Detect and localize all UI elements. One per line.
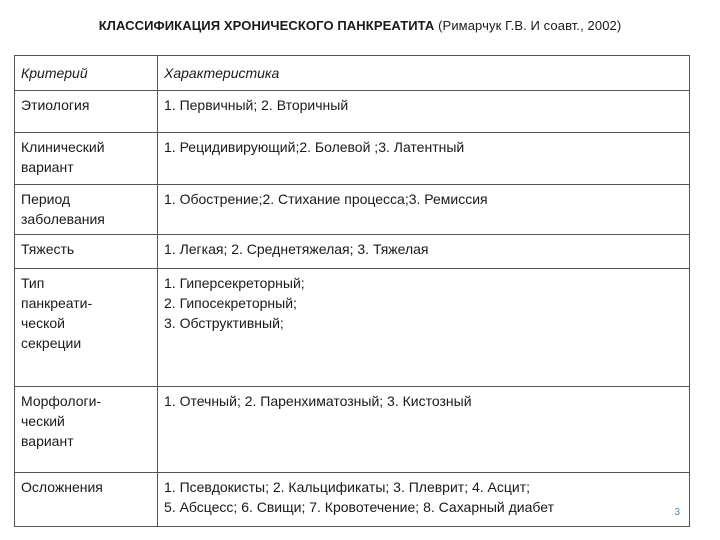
characteristic-text: 1. Псевдокисты; 2. Кальцификаты; 3. Плеврит; 4. Асцит;	[164, 479, 531, 495]
characteristic-cell	[158, 235, 690, 269]
slide-title	[0, 18, 720, 33]
criterion-cell	[15, 269, 158, 387]
characteristic-text: 1. Обострение;2. Стихание процесса;3. Ремиссия	[164, 191, 488, 207]
characteristic-text: 1. Отечный; 2. Паренхиматозный; 3. Кистозный	[164, 393, 472, 409]
criterion-text: ческой	[21, 315, 65, 331]
classification-table	[14, 55, 690, 527]
table-row	[15, 387, 690, 473]
criterion-text: Осложнения	[21, 479, 103, 495]
table-row	[15, 269, 690, 387]
criterion-text: Тип	[21, 275, 45, 291]
criterion-text: Этиология	[21, 97, 90, 113]
characteristic-text: 2. Гипосекреторный;	[164, 295, 297, 311]
title-reference: (Римарчук Г.В. И соавт., 2002)	[438, 18, 622, 33]
criterion-text: Период	[21, 191, 71, 207]
characteristic-text: 3. Обструктивный;	[164, 315, 284, 331]
criterion-text: секреции	[21, 335, 82, 351]
characteristic-cell	[158, 133, 690, 185]
table-row	[15, 185, 690, 235]
table-body	[15, 91, 690, 527]
criterion-cell	[15, 133, 158, 185]
characteristic-text: 1. Легкая; 2. Среднетяжелая; 3. Тяжелая	[164, 241, 429, 257]
characteristic-text: 1. Первичный; 2. Вторичный	[164, 97, 349, 113]
characteristic-text: 1. Гиперсекреторный;	[164, 275, 305, 291]
table-row	[15, 133, 690, 185]
criterion-text: Тяжесть	[21, 241, 75, 257]
criterion-text: Клинический	[21, 139, 105, 155]
criterion-text: вариант	[21, 433, 74, 449]
criterion-cell	[15, 185, 158, 235]
criterion-text: панкреати-	[21, 295, 93, 311]
criterion-cell	[15, 473, 158, 527]
characteristic-cell	[158, 91, 690, 133]
criterion-text: ческий	[21, 413, 65, 429]
page-number: 3	[674, 507, 680, 518]
header-characteristic: Характеристика	[158, 56, 690, 91]
table-row	[15, 235, 690, 269]
characteristic-text: 5. Абсцесс; 6. Свищи; 7. Кровотечение; 8. Сахарный диабет	[164, 499, 554, 515]
criterion-cell	[15, 387, 158, 473]
criterion-text: заболевания	[21, 211, 105, 227]
table-row	[15, 91, 690, 133]
header-criterion: Критерий	[15, 56, 158, 91]
characteristic-cell	[158, 473, 690, 527]
table-row	[15, 473, 690, 527]
criterion-text: Морфологи-	[21, 393, 102, 409]
criterion-cell	[15, 235, 158, 269]
title-main: КЛАССИФИКАЦИЯ ХРОНИЧЕСКОГО ПАНКРЕАТИТА	[98, 18, 435, 33]
characteristic-cell	[158, 269, 690, 387]
characteristic-cell	[158, 387, 690, 473]
criterion-text: вариант	[21, 159, 74, 175]
table-header-row	[15, 56, 690, 91]
criterion-cell	[15, 91, 158, 133]
characteristic-text: 1. Рецидивирующий;2. Болевой ;3. Латентный	[164, 139, 465, 155]
characteristic-cell	[158, 185, 690, 235]
